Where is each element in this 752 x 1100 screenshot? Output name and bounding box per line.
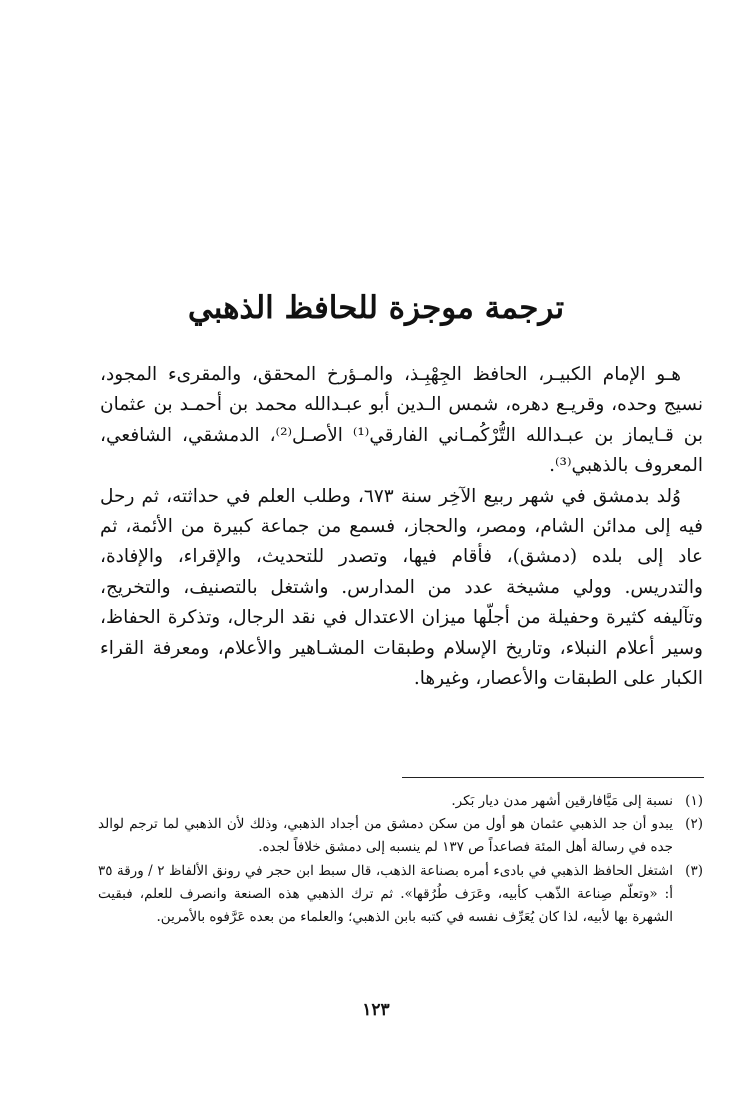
footnote-separator <box>402 777 704 778</box>
footnote-text: نسبة إلى مَيَّافارقين أشهر مدن ديار بَكر. <box>451 793 673 809</box>
main-text <box>100 360 703 694</box>
footnote-1 <box>98 790 703 813</box>
footnote-3 <box>98 860 703 930</box>
footnote-number: (٣) <box>685 862 703 879</box>
page-title: ترجمة موجزة للحافظ الذهبي <box>187 290 565 326</box>
footnote-number: (١) <box>685 793 703 809</box>
paragraph-2: وُلد بدمشق في شهر ربيع الآخِر سنة ٦٧٣، وطلب العلم في حداثته، ثم رحل فيه إلى مدائن الشام، ومصر، والحجاز، فسمع من جماعة كبيرة من الأئمة، ثم عاد إلى بلده (دمشق)، فأقام فيها، وتصدر للتحديث، والإقراء، والإفادة، والتدريس. وولي مشيخة عدد من المدارس. واشتغل بالتصنيف، والتخريج، وتآليفه كثيرة وحفيلة من أجلّها ميزان الاعتدال في نقد الرجال، وتذكرة الحفاظ، وسير أعلام النبلاء، وتاريخ الإسلام وطبقات المشـاهير والأعلام، ومعرفة القراء الكبار على الطبقات والأعصار، وغيرها. <box>100 485 703 690</box>
footnote-2 <box>98 813 703 859</box>
paragraph-1: هـو الإمام الكبيـر، الحافظ الجِهْبِـذ، والمـؤرخ المحقق، والمقرىء المجود، نسيج وحده، وقريـع دهره، شمس الـدين أبو عبـدالله محمد بن أحمـد بن عثمان بن قـايماز بن عبـدالله التُّرْكُمـاني الفارقي⁽¹⁾ الأصـل⁽²⁾، الدمشقي، الشافعي، المعروف بالذهبي⁽³⁾. <box>100 364 703 477</box>
footnote-text: اشتغل الحافظ الذهبي في بادىء أمره بصناعة الذهب، قال سبط ابن حجر في رونق الألفاظ ٢ / ورقة ٣٥ أ: «وتعلّم صِناعة الذّهب كأبيه، وعَرَف طُرُقها». ثم ترك الذهبي هذه الصنعة وانصرف للعلم، فبقيت الشهرة بها لأبيه، لذا كان يُعَرِّف نفسه في كتبه بابن الذهبي؛ والعلماء من بعده عَرَّفوه بالأمرين. <box>98 862 673 926</box>
footnote-text: يبدو أن جد الذهبي عثمان هو أول من سكن دمشق من أجداد الذهبي، وذلك لأن الذهبي لما ترجم لوالد جده في رسالة أهل المئة فصاعداً ص ١٣٧ لم ينسبه إلى دمشق خلافاً لجده. <box>98 816 673 856</box>
footnote-number: (٢) <box>685 816 703 833</box>
page-number: ١٢٣ <box>362 1000 390 1020</box>
footnotes <box>98 790 703 929</box>
